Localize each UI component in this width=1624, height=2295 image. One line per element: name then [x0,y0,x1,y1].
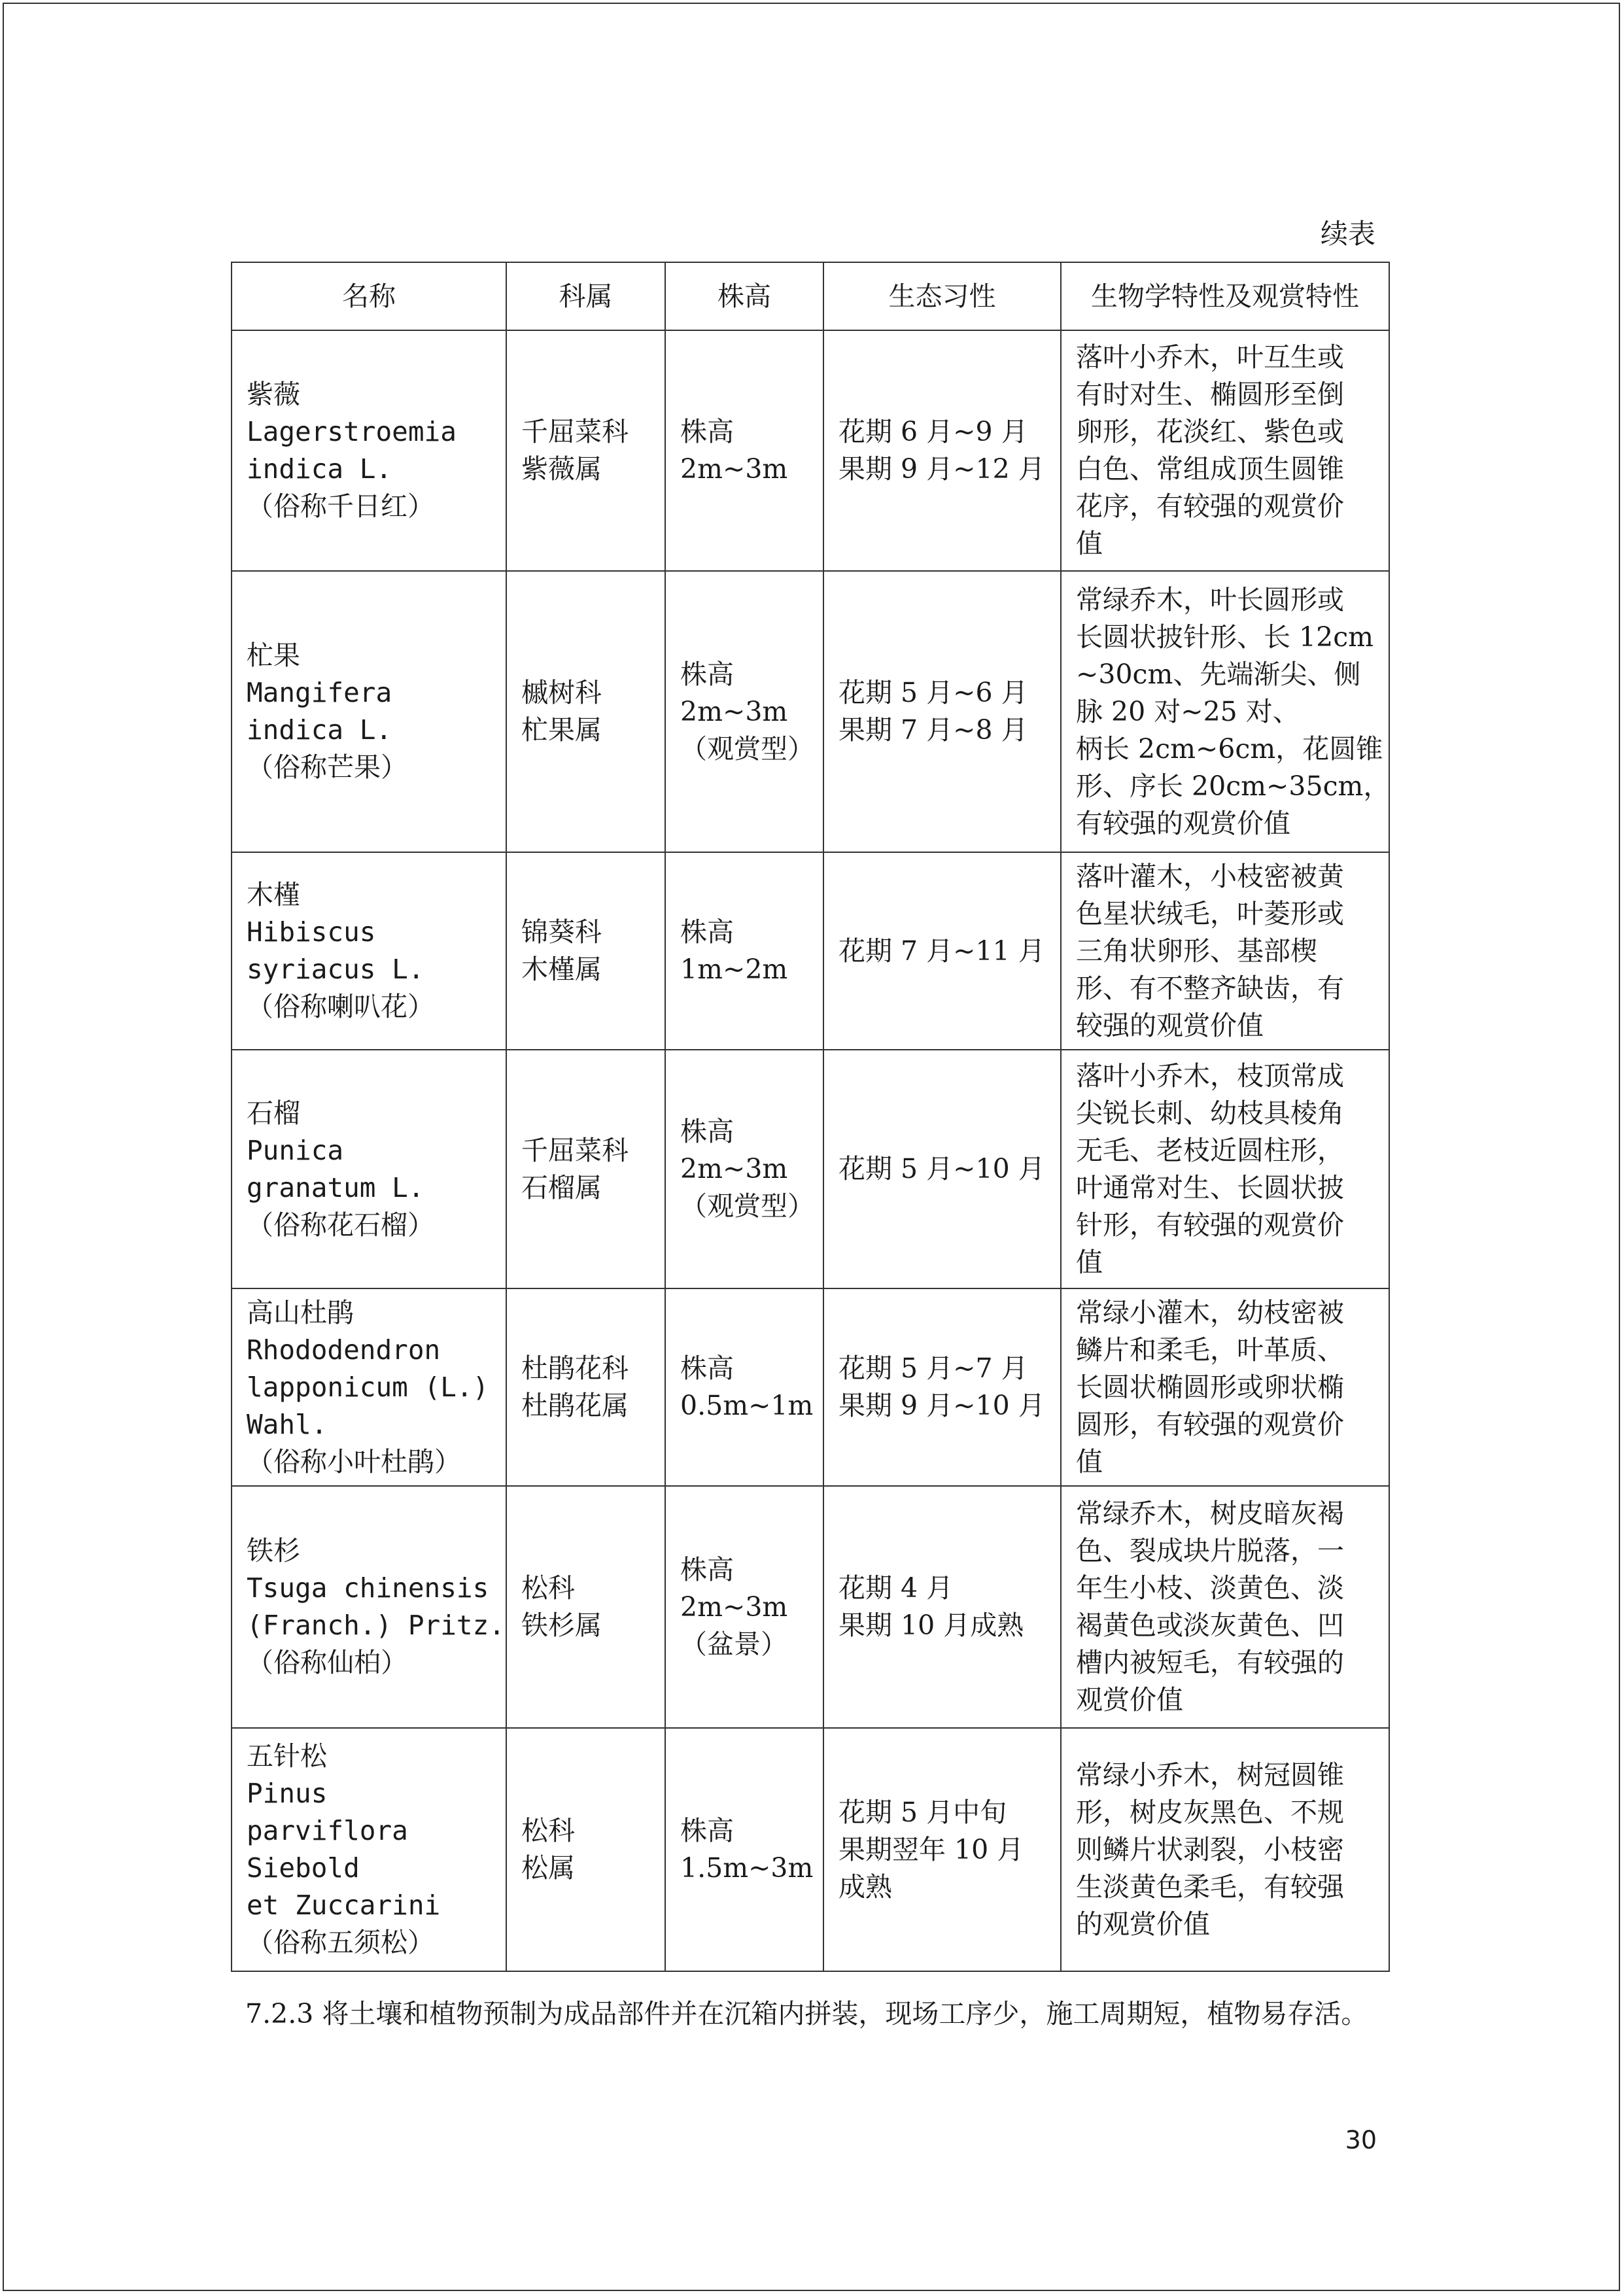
cell-line: 柄长 2cm~6cm，花圆锥 [1076,733,1383,765]
cell-family [506,1288,665,1486]
cell-line: 形、有不整齐缺齿，有 [1076,972,1344,1004]
cell-family [506,571,665,852]
cell-line: （俗称喇叭花） [247,991,434,1022]
cell-traits [1061,1486,1389,1728]
cell-line: Wahl. [247,1408,328,1440]
cell-line: 五针松 [247,1740,327,1772]
cell-traits [1061,330,1389,571]
header-ecology: 生态习性 [823,262,1061,330]
cell-line: 石榴属 [521,1171,602,1203]
cell-line: indica L. [247,453,392,485]
cell-line: 落叶灌木，小枝密被黄 [1076,860,1344,892]
cell-line: 千屈菜科 [521,1134,629,1166]
cell-ecology [823,1728,1061,1971]
cell-line: (Franch.) Pritz. [247,1610,505,1641]
cell-line: （盆景） [680,1628,787,1660]
table-row [232,1728,1389,1971]
cell-line: 石榴 [247,1097,300,1129]
cell-name [232,852,506,1050]
cell-line: 生淡黄色柔毛，有较强 [1076,1871,1344,1903]
header-family: 科属 [506,262,665,330]
cell-line: 株高 [680,916,734,948]
cell-family [506,852,665,1050]
cell-line: 株高 [680,416,734,447]
cell-line: 千屈菜科 [521,416,629,447]
header-name: 名称 [232,262,506,330]
cell-line: 花期 5 月~6 月 [838,677,1028,708]
cell-line: 常绿小乔木，树冠圆锥 [1076,1759,1344,1791]
cell-line: 的观赏价值 [1076,1908,1210,1940]
cell-line: Tsuga chinensis [247,1572,489,1604]
cell-line: 铁杉 [247,1535,300,1566]
cell-name [232,1486,506,1728]
cell-line: granatum L. [247,1171,424,1203]
cell-line: 形，树皮灰黑色、不规 [1076,1796,1344,1828]
cell-line: Lagerstroemia [247,416,457,447]
cell-line: Pinus [247,1778,328,1809]
cell-line: （观赏型） [680,733,814,765]
cell-ecology [823,852,1061,1050]
cell-height [665,1288,823,1486]
cell-family [506,1050,665,1288]
cell-name [232,1050,506,1288]
cell-line: 杧果属 [521,714,602,746]
cell-height [665,852,823,1050]
cell-name [232,330,506,571]
cell-line: 有较强的观赏价值 [1076,807,1290,839]
cell-family [506,1728,665,1971]
cell-line: parviflora [247,1815,408,1846]
table-row [232,571,1389,852]
cell-line: 1.5m~3m [680,1852,814,1884]
cell-line: 落叶小乔木，枝顶常成 [1076,1060,1344,1092]
cell-line: 常绿乔木，树皮暗灰褐 [1076,1498,1344,1529]
cell-line: 常绿小灌木，幼枝密被 [1076,1296,1344,1328]
cell-line: 2m~3m [680,695,788,727]
cell-line: 卵形，花淡红、紫色或 [1076,416,1344,447]
plant-table [231,262,1390,1972]
cell-line: 长圆状披针形、长 12cm [1076,621,1374,653]
cell-line: 鳞片和柔毛，叶革质、 [1076,1334,1344,1366]
cell-family [506,330,665,571]
cell-line: Siebold [247,1852,360,1884]
cell-height [665,1050,823,1288]
cell-line: 2m~3m [680,453,788,485]
cell-line: 脉 20 对~25 对、 [1076,695,1300,727]
cell-line: 值 [1076,1445,1103,1477]
table-row [232,330,1389,571]
cell-line: 果期 10 月成熟 [838,1610,1024,1641]
cell-line: 有时对生、椭圆形至倒 [1076,379,1344,410]
cell-line: ~30cm、先端渐尖、侧 [1076,658,1361,690]
cell-line: 无毛、老枝近圆柱形， [1076,1134,1344,1166]
cell-height [665,571,823,852]
cell-ecology [823,1050,1061,1288]
cell-line: 花期 6 月~9 月 [838,416,1028,447]
cell-line: 杜鹃花科 [521,1353,629,1384]
cell-line: 值 [1076,1246,1103,1278]
cell-line: et Zuccarini [247,1889,441,1921]
cell-line: 杜鹃花属 [521,1390,629,1421]
cell-line: 花期 5 月中旬 [838,1796,1007,1828]
cell-name [232,571,506,852]
cell-line: syriacus L. [247,954,424,985]
cell-line: 果期翌年 10 月 [838,1833,1024,1865]
cell-line: 花期 5 月~10 月 [838,1153,1045,1184]
cell-line: 叶通常对生、长圆状披 [1076,1171,1344,1203]
cell-height [665,330,823,571]
cell-line: Punica [247,1134,344,1166]
cell-line: 松科 [521,1815,575,1846]
cell-line: 常绿乔木，叶长圆形或 [1076,583,1344,615]
cell-line: 槽内被短毛，有较强的 [1076,1647,1344,1678]
cell-traits [1061,1050,1389,1288]
cell-line: （俗称小叶杜鹃） [247,1445,461,1477]
cell-ecology [823,330,1061,571]
cell-family [506,1486,665,1728]
cell-line: （俗称花石榴） [247,1209,434,1241]
cell-line: Mangifera [247,677,392,708]
cell-line: 针形，有较强的观赏价 [1076,1209,1344,1241]
cell-line: 铁杉属 [521,1610,602,1641]
cell-line: 圆形，有较强的观赏价 [1076,1408,1344,1440]
cell-line: 紫薇属 [521,453,602,485]
table-row [232,1050,1389,1288]
cell-line: 果期 7 月~8 月 [838,714,1028,746]
cell-line: indica L. [247,714,392,746]
cell-line: 花期 5 月~7 月 [838,1353,1028,1384]
cell-line: 2m~3m [680,1153,788,1184]
cell-line: 形、序长 20cm~35cm， [1076,770,1391,802]
cell-line: 松属 [521,1852,575,1884]
cell-traits [1061,852,1389,1050]
cell-name [232,1728,506,1971]
cell-line: 白色、常组成顶生圆锥 [1076,453,1344,485]
cell-line: 则鳞片状剥裂，小枝密 [1076,1833,1344,1865]
section-note: 7.2.3 将土壤和植物预制为成品部件并在沉箱内拼装，现场工序少，施工周期短，植物易存活。 [245,1998,1368,2029]
cell-line: （俗称芒果） [247,751,407,783]
cell-line: （观赏型） [680,1190,814,1222]
cell-line: 果期 9 月~12 月 [838,453,1045,485]
header-height: 株高 [665,262,823,330]
cell-traits [1061,1728,1389,1971]
cell-line: 花期 4 月 [838,1572,954,1604]
cell-line: （俗称千日红） [247,491,434,522]
cell-line: 三角状卵形、基部楔 [1076,935,1317,967]
cell-height [665,1486,823,1728]
cell-line: 较强的观赏价值 [1076,1009,1264,1041]
cell-line: 色星状绒毛，叶菱形或 [1076,897,1344,929]
cell-line: 花序，有较强的观赏价 [1076,491,1344,522]
cell-line: 木槿 [247,879,300,910]
cell-height [665,1728,823,1971]
cell-line: 株高 [680,658,734,690]
cell-traits [1061,1288,1389,1486]
cell-line: 株高 [680,1815,734,1846]
page-number: 30 [1345,2126,1377,2154]
cell-line: 松科 [521,1572,575,1604]
cell-line: 1m~2m [680,954,788,985]
cell-line: 株高 [680,1353,734,1384]
cell-line: 长圆状椭圆形或卵状椭 [1076,1371,1344,1403]
cell-line: 尖锐长刺、幼枝具棱角 [1076,1097,1344,1129]
cell-ecology [823,1486,1061,1728]
table-row [232,1288,1389,1486]
cell-line: 高山杜鹃 [247,1296,354,1328]
cell-line: （俗称仙柏） [247,1647,407,1678]
cell-ecology [823,1288,1061,1486]
cell-line: 2m~3m [680,1591,788,1623]
cell-line: 果期 9 月~10 月 [838,1390,1045,1421]
table-row [232,852,1389,1050]
table-row [232,1486,1389,1728]
cell-name [232,1288,506,1486]
cell-line: 木槿属 [521,954,602,985]
cell-line: 年生小枝、淡黄色、淡 [1076,1572,1344,1604]
cell-line: lapponicum (L.) [247,1371,489,1403]
cell-line: 0.5m~1m [680,1390,814,1421]
cell-line: 杧果 [247,640,300,671]
cell-traits [1061,571,1389,852]
cell-line: 株高 [680,1116,734,1147]
cell-line: （俗称五须松） [247,1927,434,1958]
cell-line: 锦葵科 [521,916,602,948]
cell-line: Rhododendron [247,1334,441,1366]
continued-label: 续表 [1320,218,1375,250]
cell-line: 褐黄色或淡灰黄色、凹 [1076,1610,1344,1641]
cell-line: 株高 [680,1553,734,1585]
header-traits: 生物学特性及观赏特性 [1061,262,1389,330]
cell-line: 值 [1076,528,1103,559]
table-header-row [232,262,1389,330]
cell-ecology [823,571,1061,852]
cell-line: 色、裂成块片脱落，一 [1076,1535,1344,1566]
cell-line: 观赏价值 [1076,1684,1183,1716]
cell-line: 槭树科 [521,677,602,708]
cell-line: 落叶小乔木，叶互生或 [1076,341,1344,373]
cell-line: 成熟 [838,1871,892,1903]
cell-line: 紫薇 [247,379,300,410]
cell-line: 花期 7 月~11 月 [838,935,1045,967]
cell-line: Hibiscus [247,916,376,948]
